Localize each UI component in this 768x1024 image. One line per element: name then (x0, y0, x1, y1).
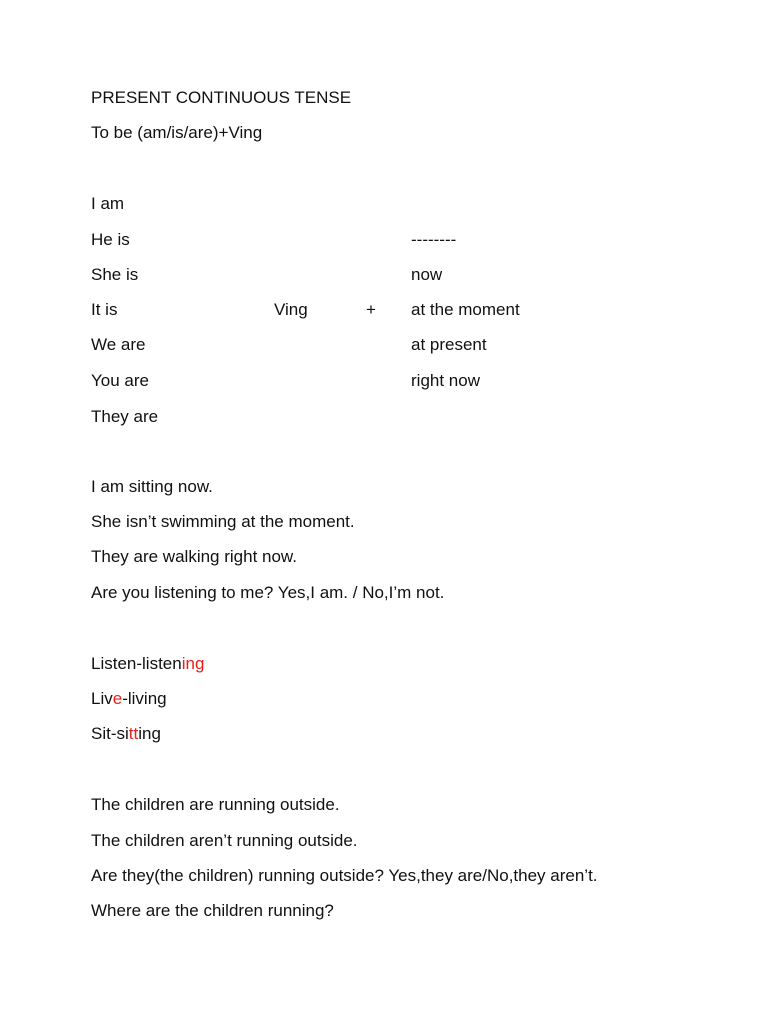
verb-ving: Ving (274, 300, 308, 319)
time-right-now: right now (411, 371, 480, 390)
example-sentence: Are you listening to me? Yes,I am. / No,I’m not. (91, 583, 445, 602)
subject-he: He is (91, 230, 130, 249)
formula-line: To be (am/is/are)+Ving (91, 123, 263, 142)
subject-it: It is (91, 300, 118, 319)
time-at-the-moment: at the moment (411, 300, 520, 319)
plus-sign: + (366, 300, 376, 319)
spelling-sit (91, 723, 161, 745)
time-now: now (411, 265, 443, 284)
example-sentence: She isn’t swimming at the moment. (91, 512, 355, 531)
spelling-post: ing (138, 724, 161, 743)
children-sentence: The children are running outside. (91, 795, 340, 814)
subject-she: She is (91, 265, 139, 284)
example-sentence: I am sitting now. (91, 477, 213, 496)
spelling-pre: Sit-si (91, 724, 129, 743)
page-title: PRESENT CONTINUOUS TENSE (91, 88, 352, 107)
spelling-highlight: e (112, 689, 123, 708)
spelling-pre: Liv (91, 689, 113, 708)
subject-they: They are (91, 407, 159, 426)
time-at-present: at present (411, 335, 487, 354)
spelling-listen (91, 653, 204, 675)
children-sentence: The children aren’t running outside. (91, 831, 358, 850)
subject-we: We are (91, 335, 146, 354)
children-sentence: Are they(the children) running outside? Yes,they are/No,they aren’t. (91, 866, 598, 885)
children-sentence: Where are the children running? (91, 901, 334, 920)
spelling-post: -living (122, 689, 167, 708)
subject-i: I am (91, 194, 125, 213)
spelling-highlight: tt (128, 724, 139, 743)
spelling-base: Listen-listen (91, 654, 182, 673)
spelling-highlight: ing (181, 654, 205, 673)
spelling-live (91, 688, 167, 710)
example-sentence: They are walking right now. (91, 547, 297, 566)
time-dashes: -------- (411, 230, 457, 249)
subject-you: You are (91, 371, 149, 390)
